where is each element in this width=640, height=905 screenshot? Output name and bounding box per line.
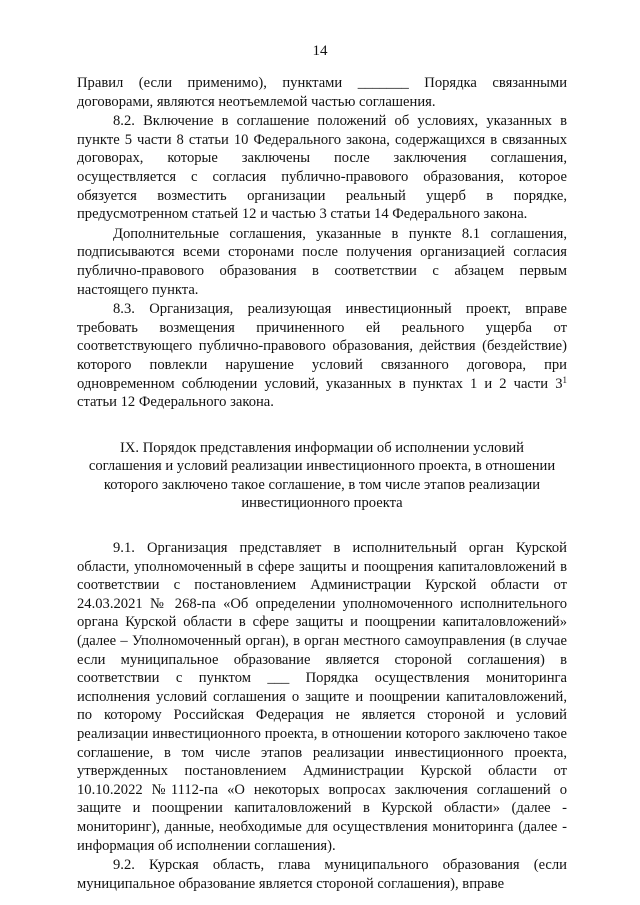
page-number: 14 (312, 43, 328, 59)
section-heading-line: которого заключено такое соглашение, в том числе этапов реализации (103, 476, 541, 493)
paragraph-8-3 (77, 300, 567, 412)
section-heading (85, 439, 559, 513)
section-heading-line: IX. Порядок представления информации об исполнении условий (120, 439, 524, 456)
section-heading-line: соглашения и условий реализации инвестиционного проекта, в отношении (88, 458, 556, 475)
paragraph-9-2: 9.2. Курская область, глава муниципального образования (если муниципальное образование является стороной соглашения), вправе (77, 857, 567, 892)
superscript-mark: 1 (562, 374, 567, 385)
paragraph-9-1: 9.1. Организация представляет в исполнительный орган Курской области, уполномоченный в сфере защиты и поощрения капиталовложений в соответствии с постановлением Администрации Курской области от 24.03.2021 № 268-па «Об определении уполномоченного исполнительного органа Курской области в сфере защиты и поощрении капиталовложений» (далее – Уполномоченный орган), в орган местного самоуправления (в случае если муниципальное образование является стороной соглашения) в соответствии с пунктом ___ Порядка осуществления мониторинга исполнения условий соглашения о защите и поощрении капиталовложений, по которому Российская Федерация не является стороной и условий реализации инвестиционного проекта, в отношении которого заключено такое соглашение, в том числе этапов реализации инвестиционного проекта, утвержденных постановлением Администрации Курской области от 10.10.2022 №1112-па «О некоторых вопросах заключения соглашений о защите и поощрении капиталовложений в Курской области» (далее - мониторинг), данные, необходимые для осуществления мониторинга (далее - информация об исполнении соглашения). (77, 540, 567, 854)
section-heading-line: инвестиционного проекта (241, 495, 403, 512)
paragraph-8-3-text: 8.3. Организация, реализующая инвестиционный проект, вправе требовать возмещения причиненного ей реального ущерба от соответствующего публично-правового образования, действия (бездействие) которого повлекли нарушение условий связанного договора, при одновременном соблюдении условий, указанных в пунктах 1 и 2 части 3 (77, 301, 567, 392)
document-body (77, 74, 567, 893)
paragraph-8-2: 8.2. Включение в соглашение положений об условиях, указанных в пункте 5 части 8 статьи 10 Федерального закона, содержащихся в связанных договорах, которые заключены после заключения соглашения, осуществляется с согласия публично-правового образования, которое обязуется возместить организации реальный ущерб в порядке, предусмотренном статьей 12 и частью 3 статьи 14 Федерального закона. (77, 113, 567, 223)
paragraph-continuation: Правил (если применимо), пунктами _______ Порядка связанными договорами, являются неотъемлемой частью соглашения. (77, 75, 567, 110)
paragraph-8-3-tail: статьи 12 Федерального закона. (77, 394, 274, 411)
paragraph-additional-agreements: Дополнительные соглашения, указанные в пункте 8.1 соглашения, подписываются всеми сторонами после получения организацией согласия публично-правового образования в соответствии с абзацем первым настоящего пункта. (77, 225, 567, 298)
